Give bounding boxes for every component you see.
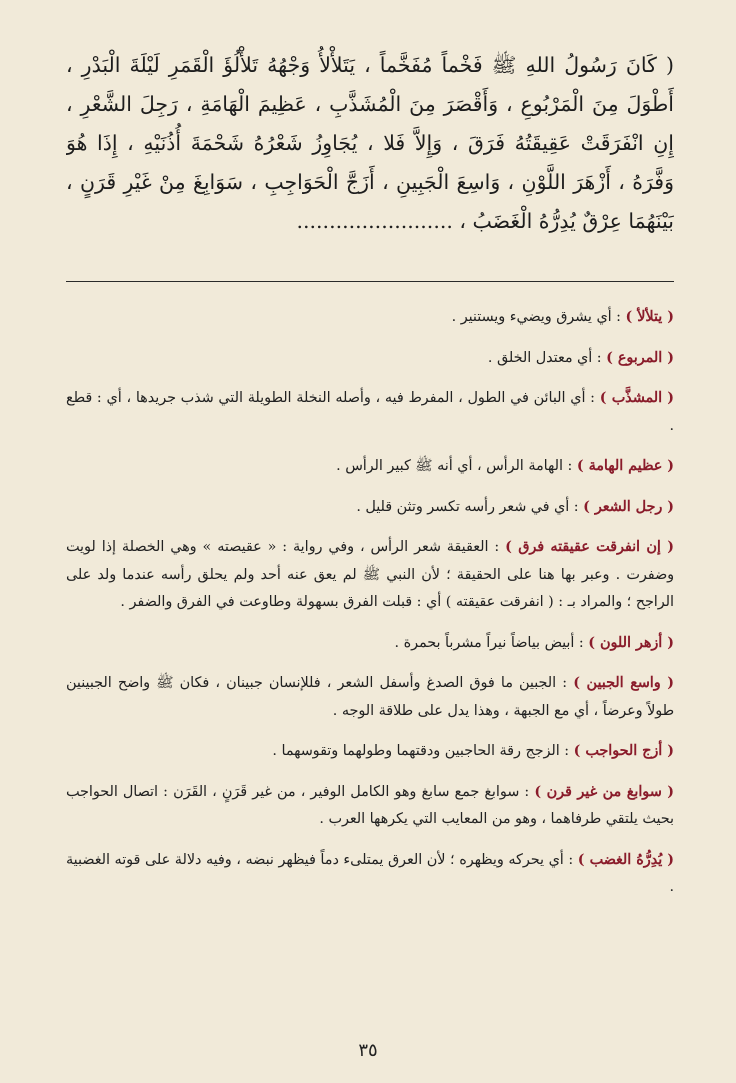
note-term: ( عظيم الهامة ) bbox=[576, 458, 674, 474]
note-text: : أي معتدل الخلق . bbox=[487, 349, 607, 366]
note-term: ( أزج الحواجب ) bbox=[573, 743, 674, 759]
note-term: ( يتلألأ ) bbox=[625, 309, 674, 325]
note-sawabigh bbox=[66, 779, 674, 834]
note-text: : الجبين ما فوق الصدغ وأسفل الشعر ، فللإنسان جبينان ، فكان ﷺ واضح الجبينين طولاً وعرضاً ، أي مع الجبهة ، وهذا يدل على طلاقة الوجه . bbox=[66, 675, 674, 719]
note-term: ( يُدِرُّهُ الغضب ) bbox=[577, 851, 674, 868]
note-hama bbox=[66, 453, 674, 481]
note-term: ( المشذَّب ) bbox=[599, 390, 674, 406]
note-term: ( رجل الشعر ) bbox=[583, 498, 674, 515]
page-number: ٣٥ bbox=[358, 1040, 378, 1061]
note-term: ( واسع الجبين ) bbox=[573, 675, 674, 691]
note-mushadhdhab bbox=[66, 385, 674, 440]
note-marbu bbox=[66, 345, 674, 373]
note-yatalala bbox=[66, 304, 674, 332]
note-text: : أي يشرق ويضيء ويستنير . bbox=[451, 309, 626, 325]
note-text: : العقيقة شعر الرأس ، وفي رواية : « عقيصته » وهي الخصلة إذا لويت وضفرت . وعبر بها هنا على الحقيقة ؛ لأن النبي ﷺ لم يعق عنه أحد ولم يحلق رأسه عندما ولد على الراجح ؛ والمراد بـ : ( انفرقت عقيقته ) أي : قبلت الفرق بسهولة وطاوعت في الفرق والضفر . bbox=[66, 539, 674, 610]
note-term: ( إن انفرقت عقيقته فرق ) bbox=[505, 539, 674, 555]
note-text: : سوابغ جمع سابغ وهو الكامل الوفير ، من غير قَرَنٍ ، القَرَن : اتصال الحواجب بحيث يلتقي طرفاهما ، وهو من المعايب التي يكرهها العرب . bbox=[66, 783, 674, 827]
note-yudirruhu bbox=[66, 847, 674, 902]
note-term: ( المربوع ) bbox=[606, 349, 674, 366]
note-text: : أي في شعر رأسه تكسر وتثن قليل . bbox=[356, 498, 584, 515]
note-azaj bbox=[66, 738, 674, 766]
hadith-text: ( كَانَ رَسُولُ اللهِ ﷺ فَخْماً مُفَخَّماً ، يَتَلأْلأُ وَجْهُهُ تَلأْلُؤَ الْقَمَرِ لَيْلَةَ الْبَدْرِ ، أَطْوَلَ مِنَ الْمَرْبُوعِ ، وَأَقْصَرَ مِنَ الْمُشَذَّبِ ، عَظِيمَ الْهَامَةِ ، رَجِلَ الشَّعْرِ ، إِنِ انْفَرَقَتْ عَقِيقَتُهُ فَرَقَ ، وَإِلاَّ فَلا ، يُجَاوِزُ شَعْرُهُ شَحْمَةَ أُذُنَيْهِ ، إِذَا هُوَ وَفَّرَهُ ، أَزْهَرَ اللَّوْنِ ، وَاسِعَ الْجَبِينِ ، أَزَجَّ الْحَوَاجِبِ ، سَوَابِغَ مِنْ غَيْرِ قَرَنٍ ، بَيْنَهُمَا عِرْقٌ يُدِرُّهُ الْغَضَبُ ، ........................ bbox=[66, 53, 674, 233]
note-jabin bbox=[66, 670, 674, 725]
note-azhar bbox=[66, 630, 674, 658]
note-text: : أي البائن في الطول ، المفرط فيه ، وأصله النخلة الطويلة التي شذب جريدها ، أي : قطع . bbox=[66, 390, 674, 434]
note-term: ( سوابغ من غير قرن ) bbox=[534, 783, 674, 800]
note-text: : أبيض بياضاً نيراً مشرباً بحمرة . bbox=[394, 634, 589, 651]
note-text: : الهامة الرأس ، أي أنه ﷺ كبير الرأس . bbox=[336, 458, 577, 474]
note-aqiqa bbox=[66, 534, 674, 617]
note-text: : أي يحركه ويظهره ؛ لأن العرق يمتلىء دماً فيظهر نبضه ، وفيه دلالة على قوته الغضبية . bbox=[66, 851, 674, 895]
note-term: ( أزهر اللون ) bbox=[588, 634, 674, 651]
note-text: : الزجج رقة الحاجبين ودقتهما وطولهما وتقوسهما . bbox=[272, 743, 574, 759]
note-rajil bbox=[66, 494, 674, 522]
separator-rule bbox=[66, 281, 674, 282]
footnotes bbox=[66, 304, 674, 902]
